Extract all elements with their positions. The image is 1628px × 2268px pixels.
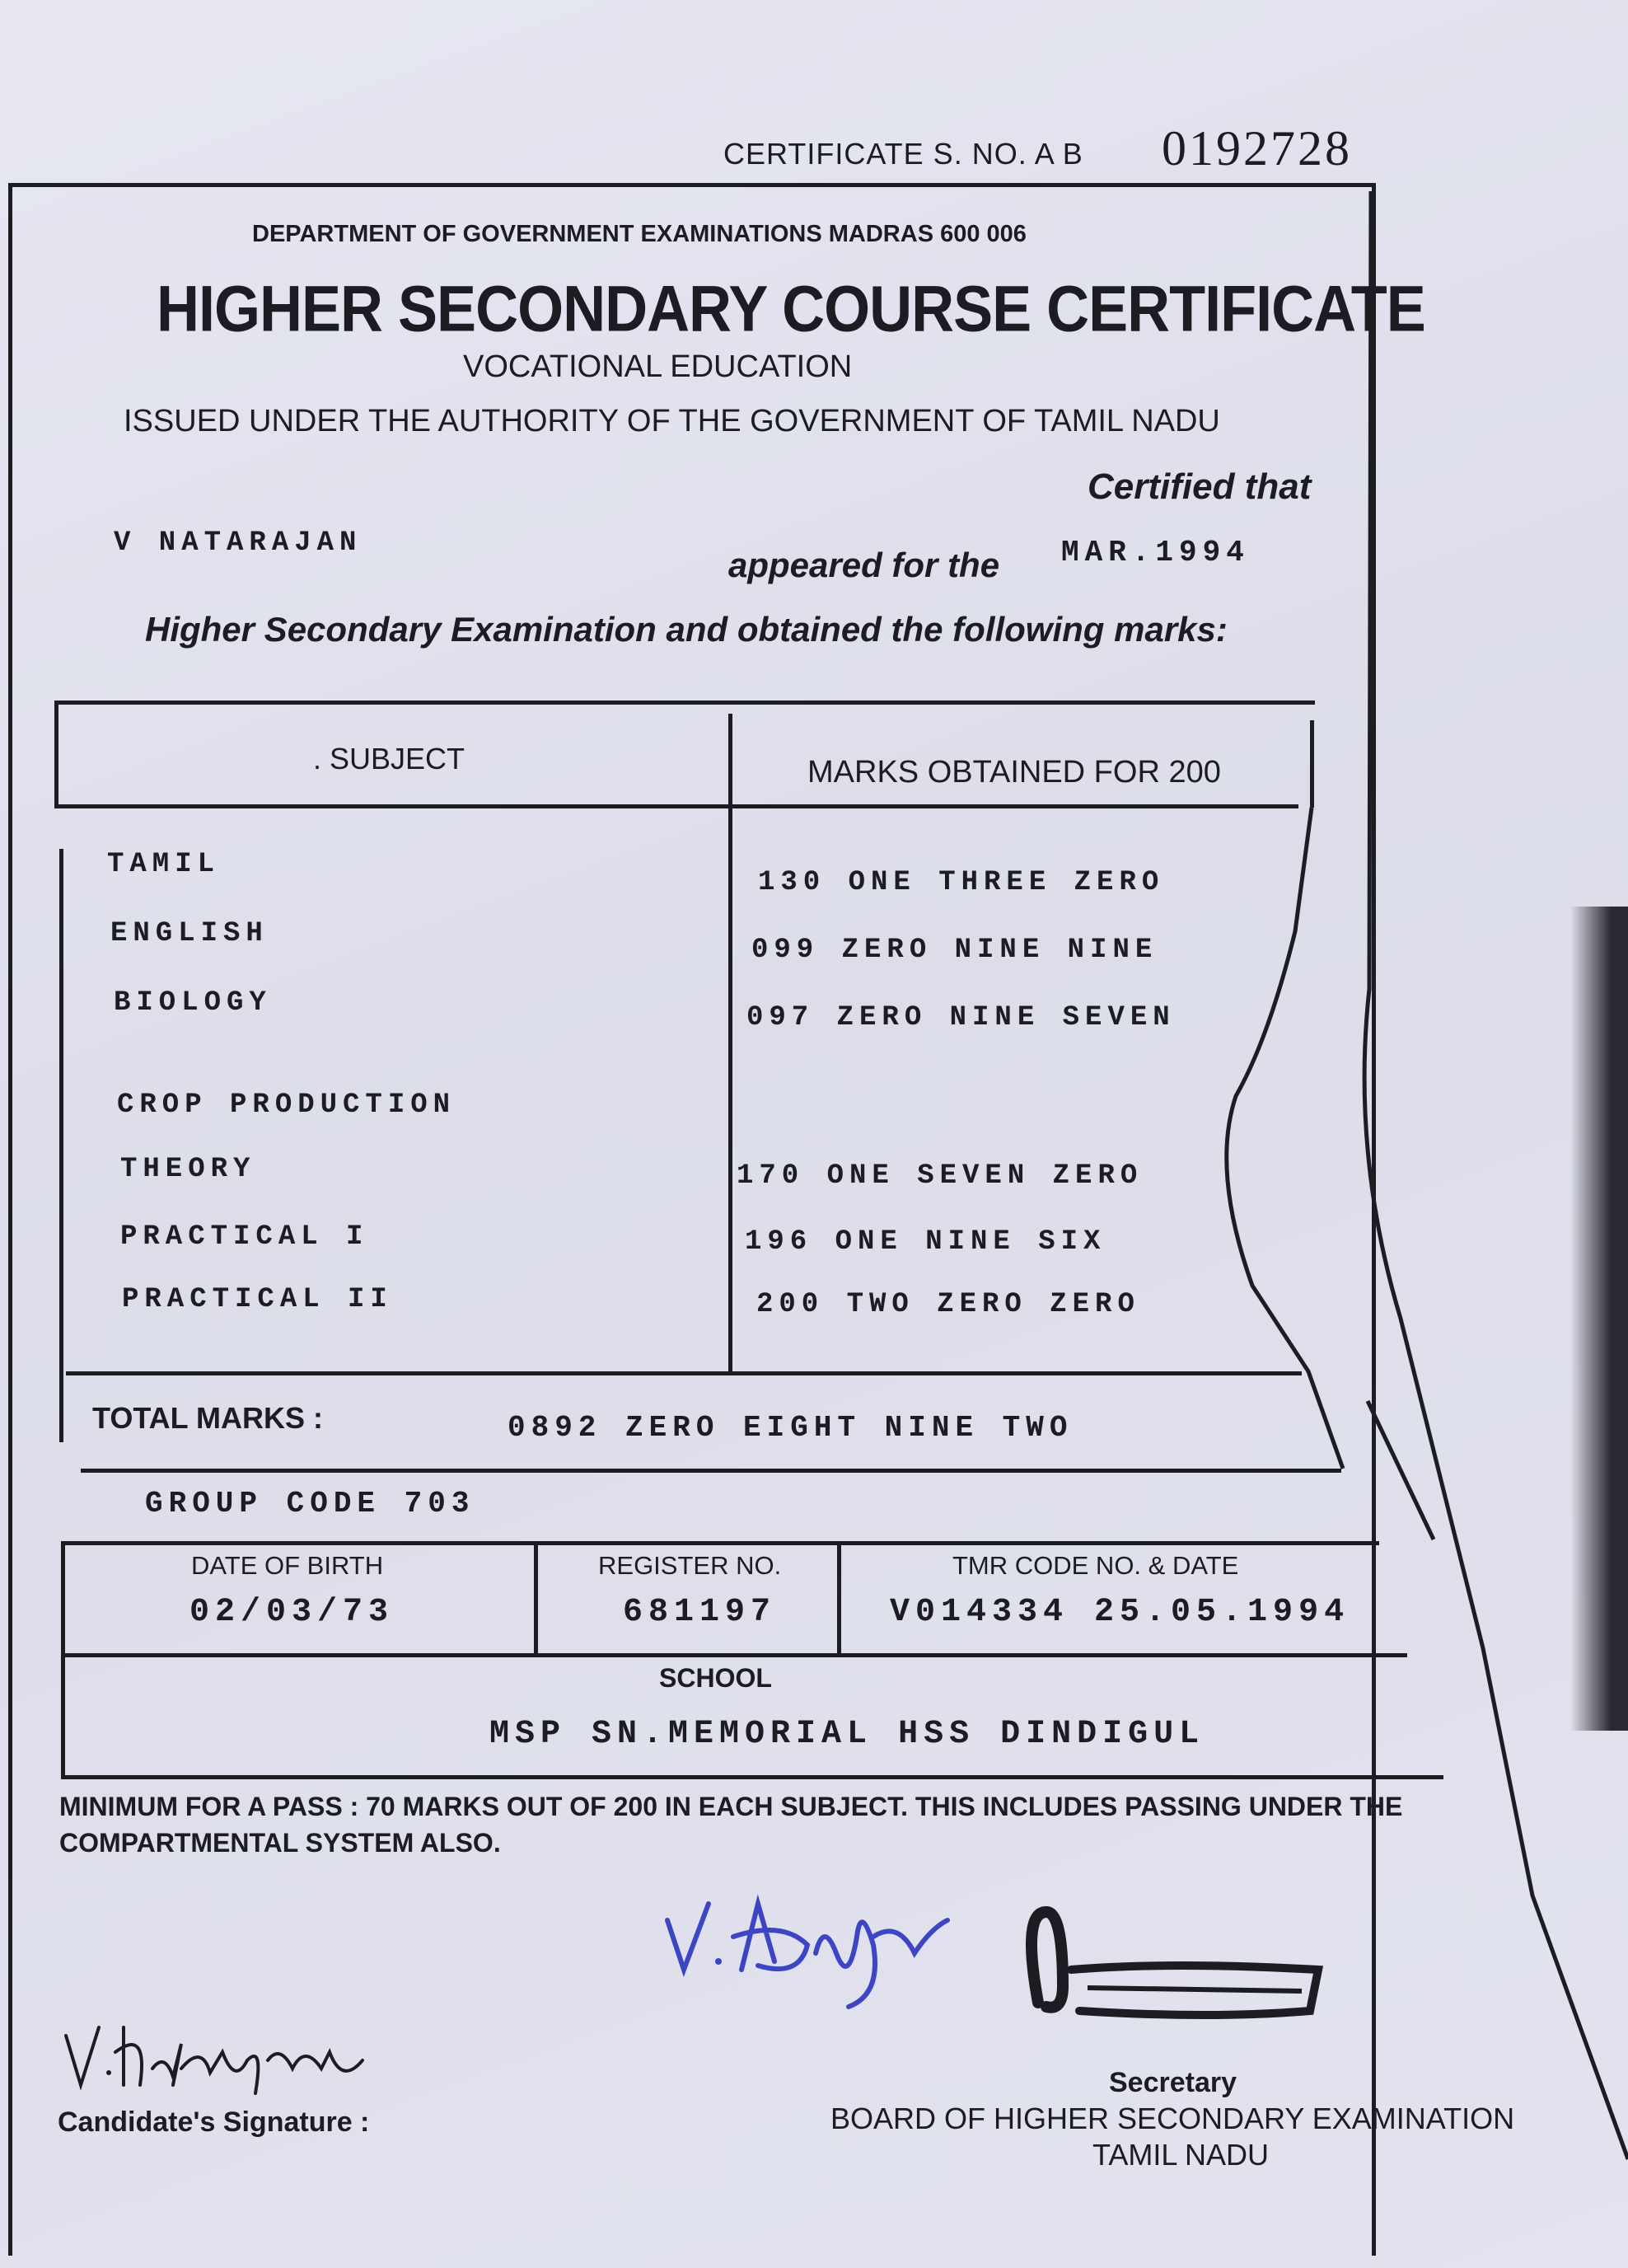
- school-value: MSP SN.MEMORIAL HSS DINDIGUL: [489, 1716, 1205, 1753]
- exam-line: Higher Secondary Examination and obtained the following marks:: [145, 610, 1228, 649]
- group-code: GROUP CODE 703: [145, 1487, 475, 1521]
- dob-label: DATE OF BIRTH: [191, 1551, 384, 1580]
- total-value: 0892 ZERO EIGHT NINE TWO: [508, 1411, 1074, 1445]
- board-name: BOARD OF HIGHER SECONDARY EXAMINATION: [830, 2102, 1515, 2135]
- candidate-signature: [58, 2011, 387, 2102]
- secretary-signature: [1005, 1895, 1335, 2036]
- subject-name: CROP PRODUCTION: [117, 1089, 456, 1121]
- subject-marks: 200 TWO ZERO ZERO: [756, 1289, 1140, 1320]
- info-top-line: [61, 1541, 1379, 1545]
- state-name: TAMIL NADU: [1092, 2138, 1270, 2172]
- pass-note: MINIMUM FOR A PASS : 70 MARKS OUT OF 200 IN EACH SUBJECT. THIS INCLUDES PASSING UNDER THE COMPARTMENTAL SYSTEM ALSO.: [59, 1792, 1403, 1858]
- register-value: 681197: [623, 1594, 777, 1631]
- header-marks: MARKS OBTAINED FOR 200: [807, 755, 1221, 790]
- subject-marks: 099 ZERO NINE NINE: [751, 935, 1158, 966]
- subject-name: TAMIL: [107, 849, 221, 880]
- info-divider-2: [837, 1541, 841, 1656]
- info-divider-1: [534, 1541, 538, 1656]
- subject-marks: 097 ZERO NINE SEVEN: [746, 1002, 1176, 1033]
- subject-name: BIOLOGY: [114, 987, 272, 1019]
- subject-marks: 170 ONE SEVEN ZERO: [737, 1160, 1144, 1192]
- certified-that: Certified that: [1088, 466, 1312, 507]
- certificate-title: HIGHER SECONDARY COURSE CERTIFICATE: [157, 273, 1425, 345]
- appeared-for: appeared for the: [728, 546, 1000, 584]
- total-label: TOTAL MARKS :: [92, 1401, 323, 1435]
- subject-name: PRACTICAL I: [120, 1221, 369, 1253]
- candidate-name: V NATARAJAN: [114, 527, 363, 559]
- department-line: DEPARTMENT OF GOVERNMENT EXAMINATIONS MADRAS 600 006: [252, 221, 1027, 247]
- certificate-subtitle: VOCATIONAL EDUCATION: [463, 349, 853, 384]
- serial-number: 0192728: [1162, 121, 1352, 176]
- exam-session: MAR.1994: [1061, 536, 1250, 569]
- info-mid-line: [64, 1653, 1407, 1657]
- blue-signature: [651, 1871, 964, 2011]
- subject-name: ENGLISH: [110, 918, 269, 949]
- tmr-value: V014334 25.05.1994: [890, 1594, 1350, 1631]
- subject-marks: 196 ONE NINE SIX: [745, 1226, 1106, 1258]
- info-bottom-line: [61, 1775, 1443, 1779]
- tmr-label: TMR CODE NO. & DATE: [952, 1551, 1239, 1580]
- authority-line: ISSUED UNDER THE AUTHORITY OF THE GOVERNMENT OF TAMIL NADU: [124, 404, 1220, 438]
- subject-name: PRACTICAL II: [122, 1284, 393, 1315]
- candidate-signature-label: Candidate's Signature :: [58, 2106, 370, 2138]
- header-subject: . SUBJECT: [313, 742, 465, 776]
- subject-name: THEORY: [120, 1154, 256, 1185]
- dob-value: 02/03/73: [189, 1594, 395, 1631]
- subject-marks: 130 ONE THREE ZERO: [758, 867, 1165, 898]
- school-label: SCHOOL: [659, 1663, 772, 1693]
- serial-label: CERTIFICATE S. NO. A B: [723, 137, 1083, 171]
- info-left-line: [61, 1541, 65, 1778]
- register-label: REGISTER NO.: [598, 1551, 782, 1580]
- secretary-label: Secretary: [1109, 2067, 1237, 2098]
